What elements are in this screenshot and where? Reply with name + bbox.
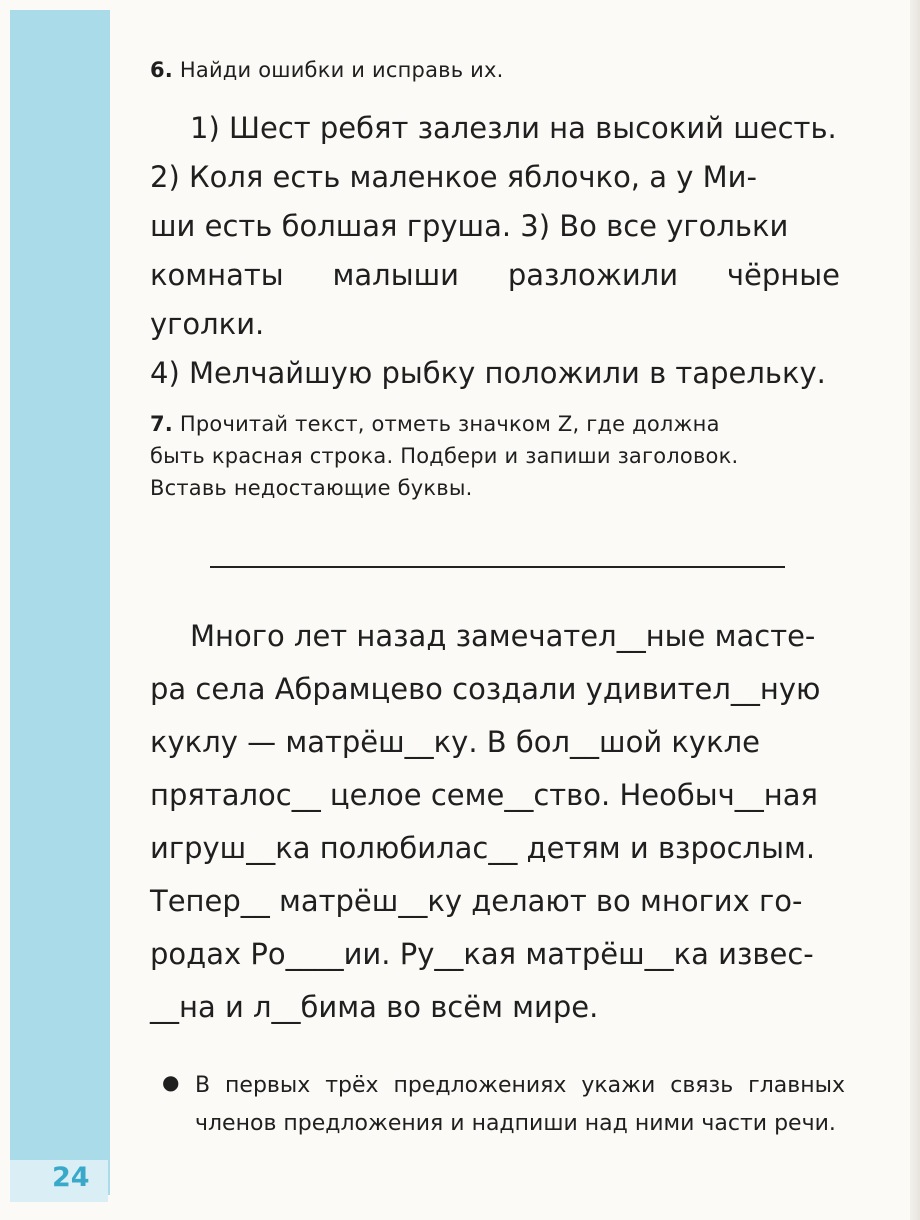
- task-6-line: ши есть болшая груша. 3) Во все угольки: [150, 209, 789, 243]
- page-edge: [910, 0, 920, 1220]
- task-7-instruction-line: быть красная строка. Подбери и запиши заголовок.: [150, 444, 739, 468]
- task-7-line: игруш__ка полюбилас__ детям и взрослым.: [150, 831, 816, 865]
- task-7-instruction-line: Прочитай текст, отметь значком Z, где должна: [179, 412, 720, 436]
- task-7-heading: [150, 408, 840, 504]
- task-7-text: [150, 610, 840, 1034]
- task-7-line: родах Ро____ии. Ру__кая матрёш__ка извес-: [150, 937, 814, 971]
- task-6-heading: [150, 54, 504, 86]
- task-7-number: 7.: [150, 412, 173, 436]
- task-6-number: 6.: [150, 58, 173, 82]
- bullet-instruction: В первых трёх предложениях укажи связь главных членов предложения и надпиши над ними части речи.: [195, 1073, 845, 1136]
- task-6-line: 2) Коля есть маленкое яблочко, а у Ми-: [150, 160, 757, 194]
- task-7-line: ра села Абрамцево создали удивител__ную: [150, 672, 821, 706]
- page-number: 24: [52, 1162, 90, 1193]
- task-7-instruction-line: Вставь недостающие буквы.: [150, 476, 473, 500]
- task-6-line: комнаты малыши разложили чёрные уголки.: [150, 258, 840, 341]
- task-7-line: Много лет назад замечател__ные масте-: [190, 619, 816, 653]
- bullet-icon: ●: [162, 1070, 180, 1094]
- task-6-text: [150, 104, 840, 398]
- task-6-instruction: Найди ошибки и исправь их.: [179, 58, 504, 82]
- task-7-line: куклу — матрёш__ку. В бол__шой кукле: [150, 725, 760, 759]
- task-7-line: Тепер__ матрёш__ку делают во многих го-: [150, 884, 803, 918]
- task-7-line: __на и л__бима во всём мире.: [150, 990, 599, 1024]
- left-margin-strip: [10, 10, 110, 1195]
- title-answer-line: [210, 566, 785, 568]
- task-7-line: пряталос__ целое семе__ство. Необыч__ная: [150, 778, 818, 812]
- task-6-line: 4) Мелчайшую рыбку положили в тарельку.: [150, 356, 826, 390]
- task-6-line: 1) Шест ребят залезли на высокий шесть.: [190, 111, 837, 145]
